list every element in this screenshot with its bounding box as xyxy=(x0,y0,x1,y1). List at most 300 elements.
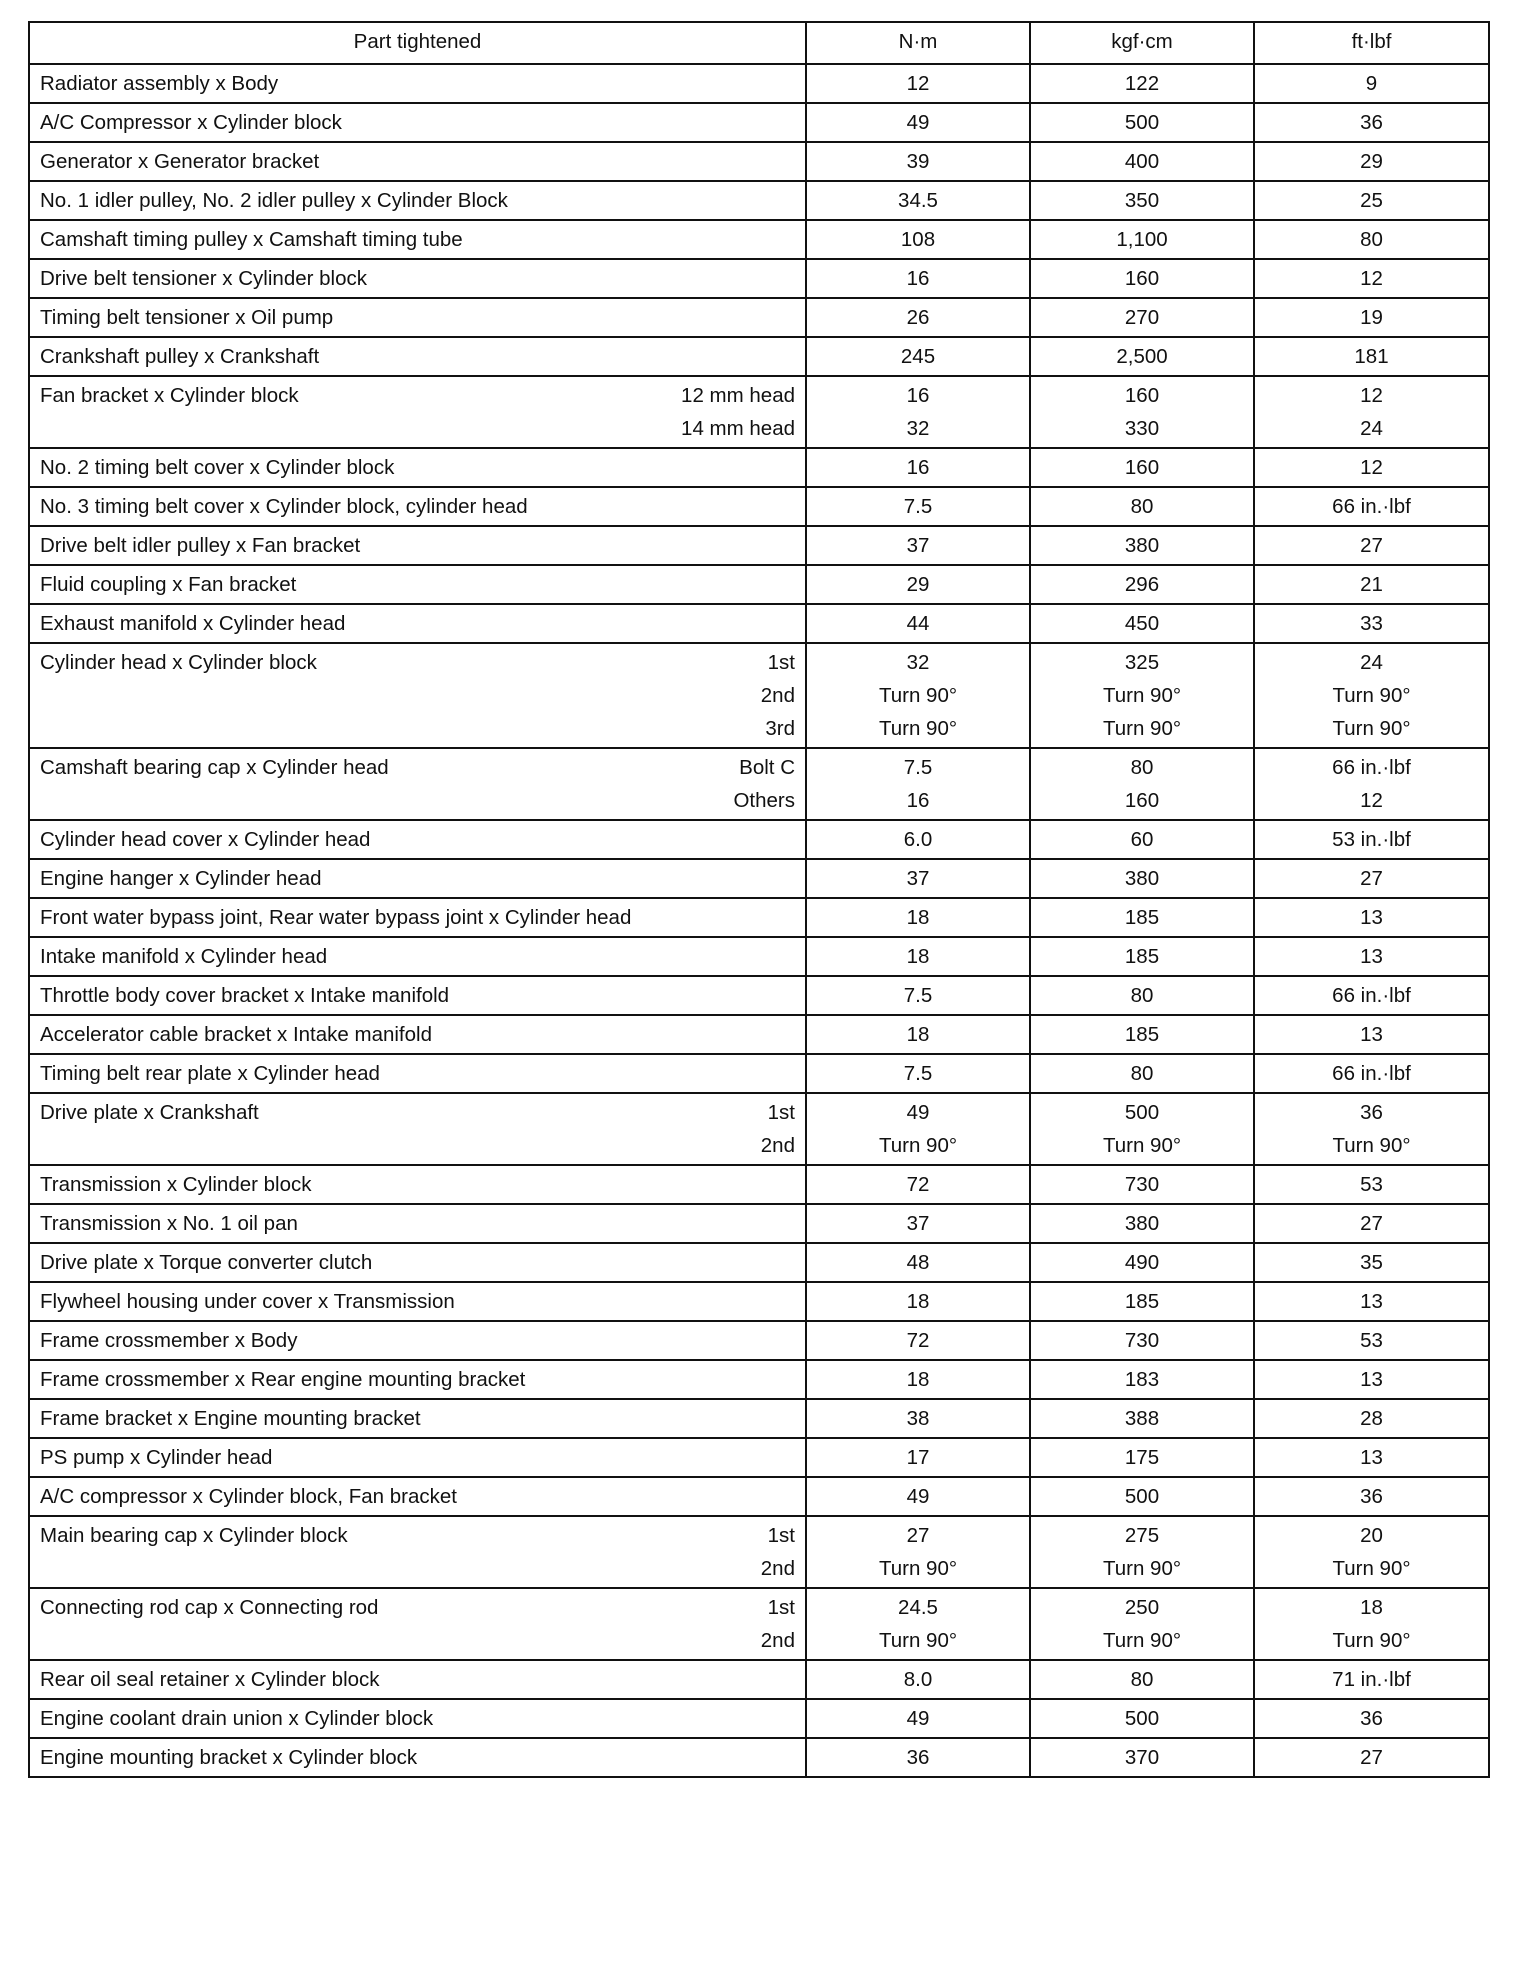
torque-value: 66 in.·lbf xyxy=(1332,984,1411,1007)
torque-value: 72 xyxy=(906,1173,930,1196)
part-cell xyxy=(29,859,806,898)
kgf-cm-cell xyxy=(1030,1054,1254,1093)
nm-cell xyxy=(806,1399,1030,1438)
torque-value: 27 xyxy=(906,1524,930,1547)
nm-cell xyxy=(806,1243,1030,1282)
torque-value: 7.5 xyxy=(903,495,933,518)
torque-value: 185 xyxy=(1124,1023,1160,1046)
part-condition: 12 mm head xyxy=(681,384,795,407)
part-cell xyxy=(29,1243,806,1282)
part-cell xyxy=(29,487,806,526)
torque-value: 24.5 xyxy=(898,1596,938,1619)
ft-lbf-cell xyxy=(1254,259,1489,298)
kgf-cm-cell xyxy=(1030,142,1254,181)
nm-cell xyxy=(806,748,1030,820)
kgf-cm-cell xyxy=(1030,220,1254,259)
torque-value: Turn 90° xyxy=(1332,1134,1411,1157)
table-row xyxy=(29,898,1489,937)
ft-lbf-cell xyxy=(1254,1204,1489,1243)
torque-value: 26 xyxy=(906,306,930,329)
torque-value: Turn 90° xyxy=(878,1557,958,1580)
part-name: Accelerator cable bracket x Intake manifold xyxy=(40,1023,432,1046)
header-ft-lbf: ft·lbf xyxy=(1254,22,1489,64)
torque-value: 181 xyxy=(1354,345,1389,368)
torque-value: 13 xyxy=(1360,1446,1383,1469)
kgf-cm-cell xyxy=(1030,604,1254,643)
kgf-cm-cell xyxy=(1030,1282,1254,1321)
kgf-cm-cell xyxy=(1030,976,1254,1015)
kgf-cm-cell xyxy=(1030,103,1254,142)
table-row xyxy=(29,1399,1489,1438)
ft-lbf-cell xyxy=(1254,1360,1489,1399)
torque-value: Turn 90° xyxy=(878,1629,958,1652)
table-row xyxy=(29,1243,1489,1282)
part-name: Intake manifold x Cylinder head xyxy=(40,945,328,968)
part-cell xyxy=(29,376,806,448)
torque-value: 400 xyxy=(1124,150,1160,173)
part-cell xyxy=(29,298,806,337)
kgf-cm-cell xyxy=(1030,1321,1254,1360)
table-row xyxy=(29,976,1489,1015)
torque-value: Turn 90° xyxy=(1102,684,1182,707)
table-row xyxy=(29,604,1489,643)
torque-value: 185 xyxy=(1124,945,1160,968)
nm-cell xyxy=(806,1738,1030,1777)
torque-value: 490 xyxy=(1124,1251,1160,1274)
kgf-cm-cell xyxy=(1030,1360,1254,1399)
part-name: Main bearing cap x Cylinder block xyxy=(40,1524,348,1547)
torque-value: 19 xyxy=(1360,306,1383,329)
part-name: A/C compressor x Cylinder block, Fan bracket xyxy=(40,1485,457,1508)
kgf-cm-cell xyxy=(1030,1093,1254,1165)
part-condition: 1st xyxy=(767,1524,795,1547)
torque-value: 13 xyxy=(1360,906,1383,929)
torque-value: 36 xyxy=(1360,111,1383,134)
part-cell xyxy=(29,1093,806,1165)
torque-value: 53 xyxy=(1360,1173,1383,1196)
part-cell xyxy=(29,259,806,298)
table-row xyxy=(29,1699,1489,1738)
torque-value: 296 xyxy=(1124,573,1160,596)
ft-lbf-cell xyxy=(1254,1738,1489,1777)
kgf-cm-cell xyxy=(1030,565,1254,604)
ft-lbf-cell xyxy=(1254,526,1489,565)
torque-value: 80 xyxy=(1360,228,1383,251)
torque-value: 37 xyxy=(906,867,930,890)
torque-value: Turn 90° xyxy=(878,1134,958,1157)
nm-cell xyxy=(806,820,1030,859)
torque-value: 36 xyxy=(906,1746,930,1769)
table-row xyxy=(29,142,1489,181)
torque-value: 21 xyxy=(1360,573,1383,596)
nm-cell xyxy=(806,220,1030,259)
table-row xyxy=(29,1321,1489,1360)
torque-value: 33 xyxy=(1360,612,1383,635)
ft-lbf-cell xyxy=(1254,1243,1489,1282)
kgf-cm-cell xyxy=(1030,898,1254,937)
ft-lbf-cell xyxy=(1254,1438,1489,1477)
table-row xyxy=(29,1360,1489,1399)
header-kgf-cm: kgf·cm xyxy=(1030,22,1254,64)
table-row xyxy=(29,1204,1489,1243)
torque-value: 12 xyxy=(1360,456,1383,479)
part-cell xyxy=(29,937,806,976)
torque-value: Turn 90° xyxy=(1332,1629,1411,1652)
kgf-cm-cell xyxy=(1030,1699,1254,1738)
torque-value: 28 xyxy=(1360,1407,1383,1430)
torque-value: 160 xyxy=(1124,267,1160,290)
ft-lbf-cell xyxy=(1254,604,1489,643)
torque-value: 370 xyxy=(1124,1746,1160,1769)
torque-value: 350 xyxy=(1124,189,1160,212)
ft-lbf-cell xyxy=(1254,1282,1489,1321)
torque-value: 388 xyxy=(1124,1407,1160,1430)
kgf-cm-cell xyxy=(1030,376,1254,448)
part-condition-list xyxy=(761,1519,795,1585)
torque-value: 380 xyxy=(1124,1212,1160,1235)
nm-cell xyxy=(806,64,1030,103)
kgf-cm-cell xyxy=(1030,643,1254,748)
torque-value: 29 xyxy=(1360,150,1383,173)
part-name: Front water bypass joint, Rear water bypass joint x Cylinder head xyxy=(40,906,632,929)
kgf-cm-cell xyxy=(1030,1660,1254,1699)
kgf-cm-cell xyxy=(1030,1204,1254,1243)
ft-lbf-cell xyxy=(1254,376,1489,448)
part-name: No. 1 idler pulley, No. 2 idler pulley x Cylinder Block xyxy=(40,189,508,212)
ft-lbf-cell xyxy=(1254,220,1489,259)
part-name: Engine coolant drain union x Cylinder block xyxy=(40,1707,434,1730)
part-cell xyxy=(29,898,806,937)
torque-value: 730 xyxy=(1124,1329,1160,1352)
part-cell xyxy=(29,526,806,565)
torque-value: 60 xyxy=(1130,828,1154,851)
nm-cell xyxy=(806,487,1030,526)
part-name: Generator x Generator bracket xyxy=(40,150,320,173)
part-name: Connecting rod cap x Connecting rod xyxy=(40,1596,379,1619)
nm-cell xyxy=(806,1282,1030,1321)
ft-lbf-cell xyxy=(1254,1399,1489,1438)
nm-cell xyxy=(806,298,1030,337)
torque-value: 7.5 xyxy=(903,1062,933,1085)
torque-value: 39 xyxy=(906,150,930,173)
torque-value: 16 xyxy=(906,789,930,812)
nm-cell xyxy=(806,1660,1030,1699)
part-cell xyxy=(29,1204,806,1243)
kgf-cm-cell xyxy=(1030,337,1254,376)
torque-value: 24 xyxy=(1360,417,1383,440)
part-cell xyxy=(29,1516,806,1588)
torque-value: 380 xyxy=(1124,534,1160,557)
torque-value: Turn 90° xyxy=(1332,717,1411,740)
torque-value: 66 in.·lbf xyxy=(1332,1062,1411,1085)
part-name: A/C Compressor x Cylinder block xyxy=(40,111,342,134)
part-cell xyxy=(29,1660,806,1699)
torque-value: 38 xyxy=(906,1407,930,1430)
torque-value: 27 xyxy=(1360,534,1383,557)
ft-lbf-cell xyxy=(1254,748,1489,820)
torque-value: 18 xyxy=(906,906,930,929)
part-condition: Others xyxy=(733,789,795,812)
part-condition: 14 mm head xyxy=(681,417,795,440)
ft-lbf-cell xyxy=(1254,859,1489,898)
ft-lbf-cell xyxy=(1254,103,1489,142)
torque-value: 37 xyxy=(906,534,930,557)
kgf-cm-cell xyxy=(1030,820,1254,859)
part-condition: 2nd xyxy=(760,1629,795,1652)
table-row xyxy=(29,565,1489,604)
torque-value: 500 xyxy=(1124,111,1160,134)
ft-lbf-cell xyxy=(1254,298,1489,337)
torque-value: 175 xyxy=(1124,1446,1160,1469)
torque-value: 13 xyxy=(1360,1023,1383,1046)
table-row xyxy=(29,181,1489,220)
table-row xyxy=(29,1477,1489,1516)
torque-value: Turn 90° xyxy=(1332,1557,1411,1580)
part-name: PS pump x Cylinder head xyxy=(40,1446,273,1469)
nm-cell xyxy=(806,1321,1030,1360)
part-cell xyxy=(29,1054,806,1093)
torque-value: 18 xyxy=(906,1290,930,1313)
torque-value: 250 xyxy=(1124,1596,1160,1619)
part-cell xyxy=(29,976,806,1015)
nm-cell xyxy=(806,1516,1030,1588)
torque-value: 49 xyxy=(906,1485,930,1508)
torque-value: 7.5 xyxy=(903,756,933,779)
part-cell xyxy=(29,1477,806,1516)
kgf-cm-cell xyxy=(1030,1399,1254,1438)
torque-value: 500 xyxy=(1124,1485,1160,1508)
part-cell xyxy=(29,181,806,220)
torque-value: 16 xyxy=(906,456,930,479)
part-name: Transmission x Cylinder block xyxy=(40,1173,312,1196)
nm-cell xyxy=(806,565,1030,604)
part-cell xyxy=(29,448,806,487)
part-name: Drive plate x Crankshaft xyxy=(40,1101,259,1124)
nm-cell xyxy=(806,1477,1030,1516)
torque-spec-table xyxy=(28,21,1490,1778)
torque-value: Turn 90° xyxy=(1102,1629,1182,1652)
torque-value: 13 xyxy=(1360,1368,1383,1391)
part-name: Drive plate x Torque converter clutch xyxy=(40,1251,373,1274)
part-cell xyxy=(29,748,806,820)
torque-value: 16 xyxy=(906,384,930,407)
kgf-cm-cell xyxy=(1030,748,1254,820)
torque-value: 18 xyxy=(906,1368,930,1391)
part-name: Timing belt rear plate x Cylinder head xyxy=(40,1062,380,1085)
ft-lbf-cell xyxy=(1254,1054,1489,1093)
part-cell xyxy=(29,1438,806,1477)
torque-value: 12 xyxy=(1360,267,1383,290)
part-cell xyxy=(29,1399,806,1438)
kgf-cm-cell xyxy=(1030,448,1254,487)
part-name: Frame bracket x Engine mounting bracket xyxy=(40,1407,421,1430)
torque-value: 160 xyxy=(1124,789,1160,812)
torque-value: 24 xyxy=(1360,651,1383,674)
part-cell xyxy=(29,1699,806,1738)
torque-value: 48 xyxy=(906,1251,930,1274)
torque-value: 245 xyxy=(900,345,936,368)
nm-cell xyxy=(806,181,1030,220)
kgf-cm-cell xyxy=(1030,859,1254,898)
table-row xyxy=(29,448,1489,487)
nm-cell xyxy=(806,526,1030,565)
torque-value: 330 xyxy=(1124,417,1160,440)
part-cell xyxy=(29,103,806,142)
part-cell xyxy=(29,220,806,259)
part-cell xyxy=(29,565,806,604)
torque-value: 183 xyxy=(1124,1368,1160,1391)
torque-value: 450 xyxy=(1124,612,1160,635)
ft-lbf-cell xyxy=(1254,1165,1489,1204)
part-cell xyxy=(29,337,806,376)
part-condition-list xyxy=(681,379,795,445)
part-name: Fan bracket x Cylinder block xyxy=(40,384,299,407)
ft-lbf-cell xyxy=(1254,820,1489,859)
table-row xyxy=(29,937,1489,976)
kgf-cm-cell xyxy=(1030,1588,1254,1660)
part-name: Drive belt idler pulley x Fan bracket xyxy=(40,534,361,557)
nm-cell xyxy=(806,1438,1030,1477)
ft-lbf-cell xyxy=(1254,1477,1489,1516)
nm-cell xyxy=(806,643,1030,748)
part-cell xyxy=(29,1588,806,1660)
kgf-cm-cell xyxy=(1030,526,1254,565)
torque-value: 25 xyxy=(1360,189,1383,212)
torque-value: 1,100 xyxy=(1116,228,1168,251)
part-cell xyxy=(29,1360,806,1399)
nm-cell xyxy=(806,1588,1030,1660)
part-name: Throttle body cover bracket x Intake manifold xyxy=(40,984,450,1007)
table-row xyxy=(29,259,1489,298)
table-row xyxy=(29,1093,1489,1165)
torque-value: 16 xyxy=(906,267,930,290)
table-row xyxy=(29,1165,1489,1204)
part-name: Frame crossmember x Rear engine mounting bracket xyxy=(40,1368,526,1391)
ft-lbf-cell xyxy=(1254,448,1489,487)
torque-value: 34.5 xyxy=(898,189,938,212)
ft-lbf-cell xyxy=(1254,142,1489,181)
part-condition: 1st xyxy=(767,651,795,674)
torque-value: Turn 90° xyxy=(1332,684,1411,707)
torque-value: 80 xyxy=(1130,984,1154,1007)
torque-value: 325 xyxy=(1124,651,1160,674)
part-cell xyxy=(29,643,806,748)
torque-value: 53 in.·lbf xyxy=(1332,828,1411,851)
part-condition: Bolt C xyxy=(739,756,795,779)
torque-value: 185 xyxy=(1124,906,1160,929)
table-row xyxy=(29,1660,1489,1699)
ft-lbf-cell xyxy=(1254,976,1489,1015)
torque-value: 49 xyxy=(906,111,930,134)
torque-value: 8.0 xyxy=(903,1668,933,1691)
nm-cell xyxy=(806,1204,1030,1243)
ft-lbf-cell xyxy=(1254,1588,1489,1660)
torque-value: 29 xyxy=(906,573,930,596)
nm-cell xyxy=(806,337,1030,376)
torque-value: 80 xyxy=(1130,756,1154,779)
kgf-cm-cell xyxy=(1030,181,1254,220)
table-header-row xyxy=(29,22,1489,64)
ft-lbf-cell xyxy=(1254,1699,1489,1738)
kgf-cm-cell xyxy=(1030,487,1254,526)
part-name: Crankshaft pulley x Crankshaft xyxy=(40,345,320,368)
nm-cell xyxy=(806,142,1030,181)
part-condition: 2nd xyxy=(760,1134,795,1157)
torque-value: 160 xyxy=(1124,456,1160,479)
torque-value: Turn 90° xyxy=(1102,1557,1182,1580)
torque-value: 72 xyxy=(906,1329,930,1352)
torque-value: 122 xyxy=(1124,72,1160,95)
table-row xyxy=(29,1438,1489,1477)
part-name: No. 2 timing belt cover x Cylinder block xyxy=(40,456,395,479)
part-name: Exhaust manifold x Cylinder head xyxy=(40,612,346,635)
torque-value: 13 xyxy=(1360,945,1383,968)
table-row xyxy=(29,1282,1489,1321)
part-name: Drive belt tensioner x Cylinder block xyxy=(40,267,367,290)
kgf-cm-cell xyxy=(1030,1243,1254,1282)
torque-value: 9 xyxy=(1365,72,1378,95)
ft-lbf-cell xyxy=(1254,181,1489,220)
ft-lbf-cell xyxy=(1254,565,1489,604)
torque-value: 500 xyxy=(1124,1101,1160,1124)
part-cell xyxy=(29,820,806,859)
torque-value: 44 xyxy=(906,612,930,635)
part-cell xyxy=(29,1321,806,1360)
torque-value: 500 xyxy=(1124,1707,1160,1730)
ft-lbf-cell xyxy=(1254,1093,1489,1165)
part-name: Timing belt tensioner x Oil pump xyxy=(40,306,334,329)
part-name: Cylinder head cover x Cylinder head xyxy=(40,828,371,851)
torque-value: 6.0 xyxy=(903,828,933,851)
part-condition: 3rd xyxy=(765,717,795,740)
kgf-cm-cell xyxy=(1030,1477,1254,1516)
torque-value: 80 xyxy=(1130,1062,1154,1085)
table-row xyxy=(29,748,1489,820)
part-condition: 1st xyxy=(767,1101,795,1124)
table-row xyxy=(29,526,1489,565)
torque-value: 2,500 xyxy=(1116,345,1168,368)
ft-lbf-cell xyxy=(1254,1660,1489,1699)
ft-lbf-cell xyxy=(1254,1516,1489,1588)
torque-value: 35 xyxy=(1360,1251,1383,1274)
nm-cell xyxy=(806,976,1030,1015)
torque-value: 12 xyxy=(1360,384,1383,407)
torque-value: 66 in.·lbf xyxy=(1332,495,1411,518)
kgf-cm-cell xyxy=(1030,259,1254,298)
torque-value: 37 xyxy=(906,1212,930,1235)
torque-value: 12 xyxy=(1360,789,1383,812)
torque-value: 18 xyxy=(1360,1596,1383,1619)
torque-value: 108 xyxy=(900,228,936,251)
part-cell xyxy=(29,64,806,103)
header-part-tightened: Part tightened xyxy=(29,22,806,64)
nm-cell xyxy=(806,1015,1030,1054)
kgf-cm-cell xyxy=(1030,1738,1254,1777)
nm-cell xyxy=(806,859,1030,898)
table-row xyxy=(29,103,1489,142)
kgf-cm-cell xyxy=(1030,1516,1254,1588)
table-row xyxy=(29,1516,1489,1588)
torque-value: 36 xyxy=(1360,1485,1383,1508)
part-name: Camshaft timing pulley x Camshaft timing tube xyxy=(40,228,463,251)
torque-value: 7.5 xyxy=(903,984,933,1007)
torque-value: 18 xyxy=(906,1023,930,1046)
table-row xyxy=(29,376,1489,448)
torque-value: Turn 90° xyxy=(1102,717,1182,740)
nm-cell xyxy=(806,1699,1030,1738)
ft-lbf-cell xyxy=(1254,1015,1489,1054)
torque-value: 13 xyxy=(1360,1290,1383,1313)
